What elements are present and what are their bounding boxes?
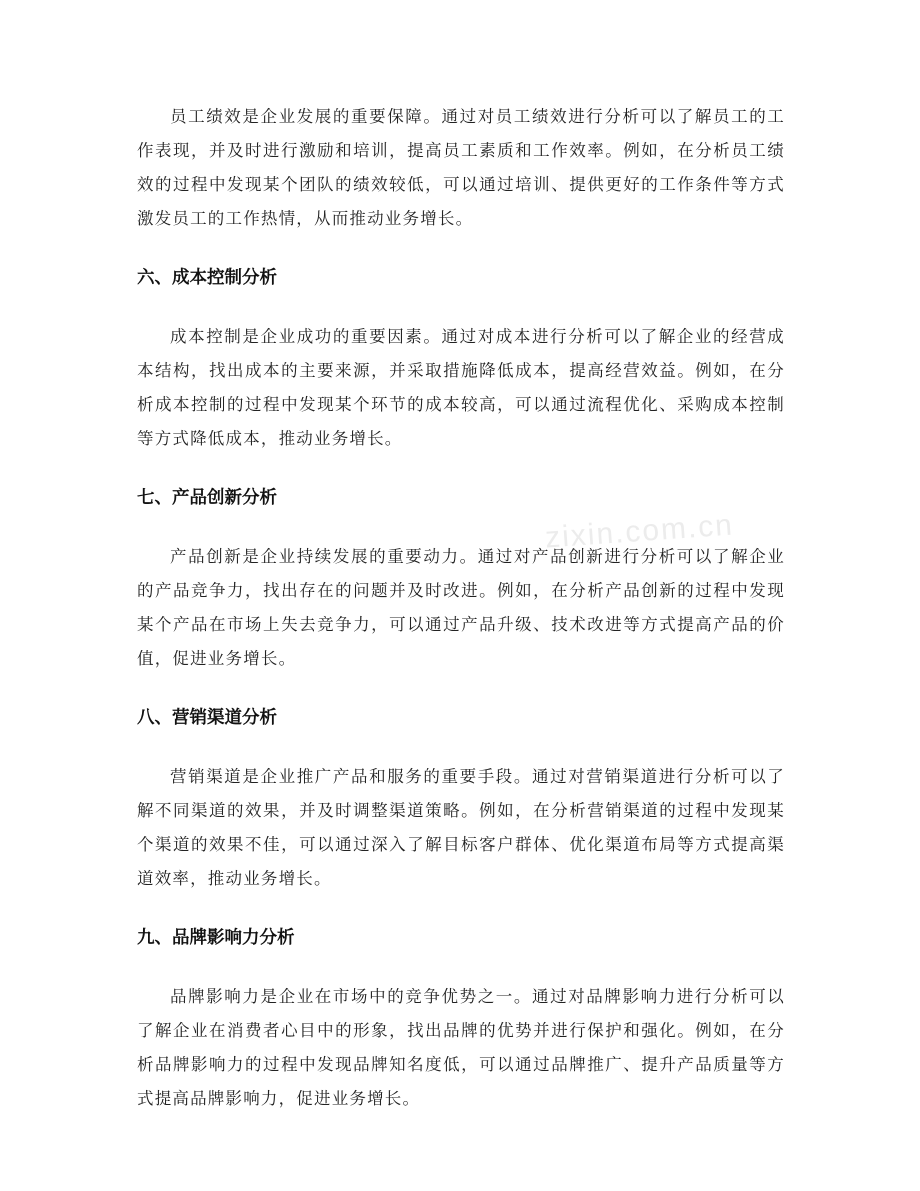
watermark-text: zixin.com.cn — [544, 508, 735, 555]
spacer — [137, 515, 785, 540]
paragraph-employee-performance: 员工绩效是企业发展的重要保障。通过对员工绩效进行分析可以了解员工的工作表现，并及时进行激励和培训，提高员工素质和工作效率。例如，在分析员工绩效的过程中发现某个团队的绩效较低，可以通过培训、提供更好的工作条件等方式激发员工的工作热情，从而推动业务增长。 — [137, 107, 785, 228]
spacer — [137, 295, 785, 320]
spacer — [137, 896, 785, 921]
document-content — [137, 100, 785, 1116]
paragraph-product-innovation: 产品创新是企业持续发展的重要动力。通过对产品创新进行分析可以了解企业的产品竞争力，找出存在的问题并及时改进。例如，在分析产品创新的过程中发现某个产品在市场上失去竞争力，可以通过产品升级、技术改进等方式提高产品的价值，促进业务增长。 — [137, 547, 785, 668]
paragraph-brand-influence: 品牌影响力是企业在市场中的竞争优势之一。通过对品牌影响力进行分析可以了解企业在消费者心目中的形象，找出品牌的优势并进行保护和强化。例如，在分析品牌影响力的过程中发现品牌知名度低，可以通过品牌推广、提升产品质量等方式提高品牌影响力，促进业务增长。 — [137, 987, 785, 1108]
heading-product-innovation: 七、产品创新分析 — [137, 488, 277, 508]
paragraph-marketing-channels: 营销渠道是企业推广产品和服务的重要手段。通过对营销渠道进行分析可以了解不同渠道的效果，并及时调整渠道策略。例如，在分析营销渠道的过程中发现某个渠道的效果不佳，可以通过深入了解目标客户群体、优化渠道布局等方式提高渠道效率，推动业务增长。 — [137, 767, 785, 888]
spacer — [137, 456, 785, 481]
paragraph-cost-control: 成本控制是企业成功的重要因素。通过对成本进行分析可以了解企业的经营成本结构，找出成本的主要来源，并采取措施降低成本，提高经营效益。例如，在分析成本控制的过程中发现某个环节的成本较高，可以通过流程优化、采购成本控制等方式降低成本，推动业务增长。 — [137, 327, 785, 448]
spacer — [137, 236, 785, 261]
spacer — [137, 735, 785, 760]
heading-cost-control: 六、成本控制分析 — [137, 268, 277, 288]
heading-brand-influence: 九、品牌影响力分析 — [137, 928, 295, 948]
spacer — [137, 955, 785, 980]
spacer — [137, 676, 785, 701]
heading-marketing-channels: 八、营销渠道分析 — [137, 708, 277, 728]
